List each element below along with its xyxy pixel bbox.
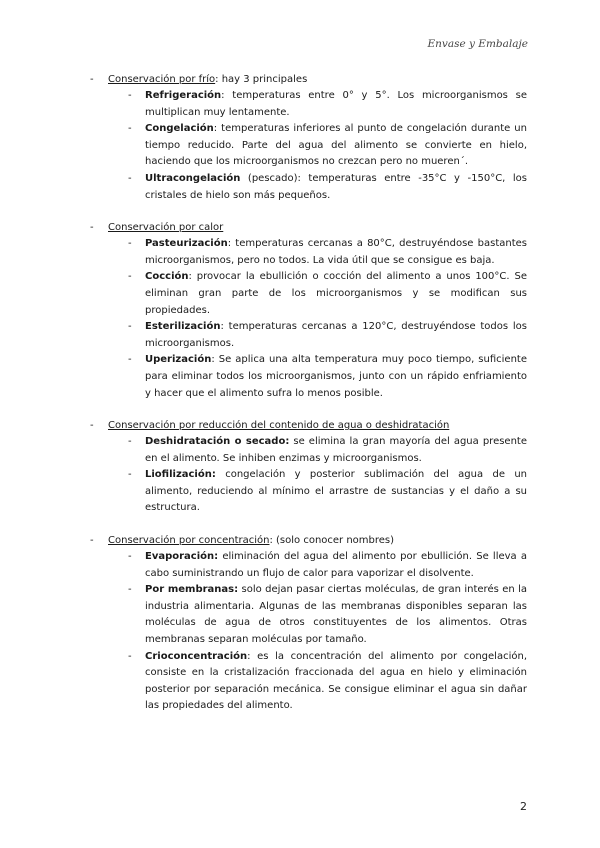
item-list	[90, 88, 527, 204]
item-text: congelación y posterior sublimación del agua de un alimento, reduciendo al mínimo el arrastre de sustancias y el daño a su estructura.	[145, 469, 527, 514]
item-term: Evaporación:	[145, 551, 219, 563]
item-term: Ultracongelación	[145, 172, 241, 184]
section-dehydration	[90, 418, 527, 517]
section-cold	[90, 72, 527, 204]
item-term: Cocción	[145, 271, 189, 283]
item-text: eliminación del agua del alimento por ebullición. Se lleva a cabo suministrando un flujo de calor para vaporizar el disolvente.	[145, 551, 527, 579]
item-text: Se aplica una alta temperatura muy poco tiempo, suficiente para eliminar todos los microorganismos, junto con un rápido enfriamiento y hacer que el alimento sufra lo menos posible.	[145, 354, 527, 399]
item-text: provocar la ebullición o cocción del alimento a unos 100°C. Se eliminan gran parte de los microorganismos y se modifican sus propiedades.	[145, 271, 527, 316]
item-sep: :	[247, 650, 251, 662]
heading-text: Conservación por calor	[108, 222, 224, 234]
item-sep: :	[221, 90, 225, 101]
list-item	[128, 171, 527, 204]
item-text: es la concentración del alimento por congelación, consiste en la cristalización fraccionada del agua en hielo y eliminación posterior por separación mecánica. Se consigue eliminar el agua sin dañar las propiedades del alimento.	[145, 650, 527, 712]
item-sep: :	[211, 354, 215, 366]
dash-bullet: -	[90, 420, 94, 432]
dash-bullet: -	[128, 271, 132, 283]
heading-text: Conservación por concentración	[108, 535, 270, 547]
heading-text: Conservación por reducción del contenido de agua o deshidratación	[108, 420, 450, 432]
item-term: Liofilización:	[145, 469, 216, 481]
list-item	[128, 269, 527, 319]
item-term: Por membranas:	[145, 584, 239, 596]
section-heading	[90, 220, 527, 236]
list-item	[128, 236, 527, 269]
dash-bullet: -	[128, 469, 132, 481]
dash-bullet: -	[128, 650, 132, 662]
dash-bullet: -	[128, 123, 132, 135]
heading-suffix: : hay 3 principales	[215, 74, 308, 85]
item-text: (pescado): temperaturas entre -35°C y -150°C, los cristales de hielo son más pequeños.	[145, 172, 527, 201]
dash-bullet: -	[128, 584, 132, 596]
list-item	[128, 582, 528, 648]
item-list	[90, 434, 527, 517]
dash-bullet: -	[128, 354, 132, 366]
item-term: Pasteurización	[145, 238, 228, 250]
list-item	[128, 88, 527, 121]
list-item	[128, 649, 527, 715]
item-text: temperaturas cercanas a 120°C, destruyéndose todos los microorganismos.	[145, 321, 527, 349]
section-heading	[90, 533, 527, 549]
item-sep: :	[213, 123, 218, 135]
list-item	[128, 467, 527, 517]
list-item	[128, 319, 527, 352]
item-term: Crioconcentración	[145, 650, 248, 662]
item-sep: :	[227, 238, 232, 250]
list-item	[128, 352, 527, 402]
dash-bullet: -	[90, 74, 94, 85]
item-text: solo dejan pasar ciertas moléculas, de gran interés en la industria alimentaria. Algunas de las membranas disponibles separan las moléculas de agua de otros constituyentes de los alimentos. Otras membranas separan moléculas por tamaño.	[145, 584, 528, 646]
header-title: Envase y Embalaje	[427, 38, 528, 50]
dash-bullet: -	[128, 238, 132, 250]
document-body	[90, 72, 527, 731]
dash-bullet: -	[128, 436, 132, 448]
item-list	[90, 236, 527, 402]
dash-bullet: -	[128, 551, 132, 563]
item-term: Esterilización	[145, 321, 221, 333]
section-heading	[90, 72, 527, 88]
section-heading	[90, 418, 527, 434]
section-concentration	[90, 533, 527, 715]
item-sep: :	[220, 321, 224, 333]
section-heat	[90, 220, 527, 402]
item-term: Refrigeración	[145, 90, 222, 101]
item-term: Uperización	[145, 354, 212, 366]
item-term: Deshidratación o secado:	[145, 436, 290, 448]
dash-bullet: -	[128, 90, 132, 101]
list-item	[128, 121, 527, 171]
dash-bullet: -	[128, 172, 132, 184]
item-sep: :	[188, 271, 192, 283]
dash-bullet: -	[90, 535, 94, 547]
heading-text: Conservación por frío	[108, 74, 216, 85]
dash-bullet: -	[90, 222, 94, 234]
item-text: se elimina la gran mayoría del agua presente en el alimento. Se inhiben enzimas y microorganismos.	[145, 436, 527, 464]
item-text: temperaturas entre 0° y 5°. Los microorganismos se multiplican muy lentamente.	[145, 90, 527, 118]
heading-suffix: : (solo conocer nombres)	[269, 535, 395, 547]
page-number: 2	[520, 800, 527, 813]
item-text: temperaturas inferiores al punto de congelación durante un tiempo reducido. Parte del agua del alimento se convierte en hielo, haciendo que los microorganismos no crezcan pero no mueren´.	[145, 123, 527, 168]
item-text: temperaturas cercanas a 80°C, destruyéndose bastantes microorganismos, pero no todos. La vida útil que se consigue es baja.	[145, 238, 527, 266]
item-list	[90, 549, 527, 715]
list-item	[128, 434, 527, 467]
list-item	[128, 549, 527, 582]
dash-bullet: -	[128, 321, 132, 333]
item-term: Congelación	[145, 123, 214, 135]
